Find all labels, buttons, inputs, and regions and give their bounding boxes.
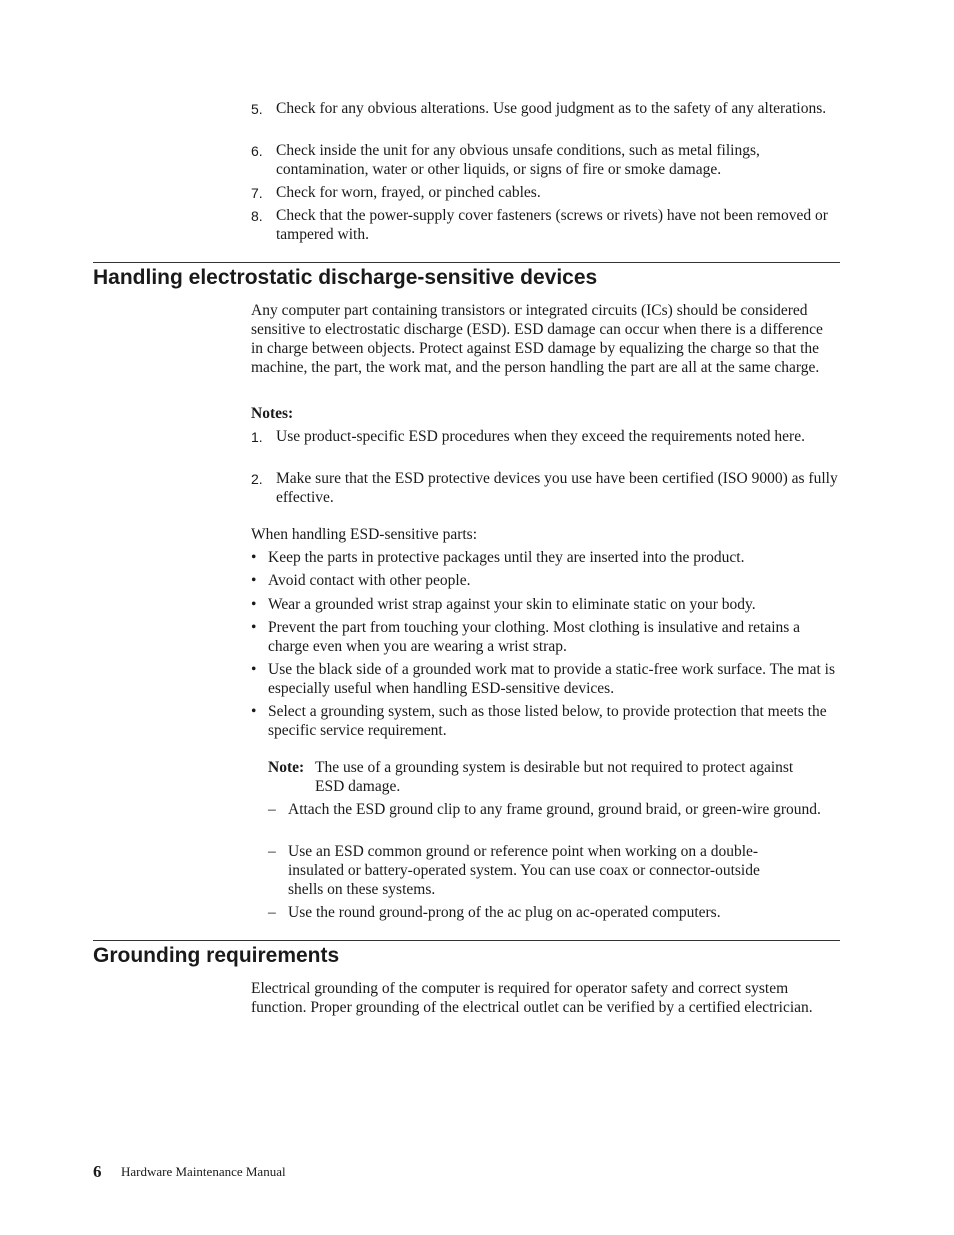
note-body: The use of a grounding system is desirable but not required to protect against ESD damage. [315,759,794,795]
bullet-icon: • [251,661,257,678]
list-text: Check that the power-supply cover fasteners (screws or rivets) have not been removed or tampered with. [276,207,828,243]
bullet-text: Avoid contact with other people. [268,572,471,589]
section-heading: Handling electrostatic discharge-sensitive devices [93,266,598,289]
bullet-text: Prevent the part from touching your clothing. Most clothing is insulative and retains a charge even when you are wearing a wrist strap. [268,619,801,655]
dash-item [268,842,788,899]
dash-text: Use the round ground-prong of the ac plug on ac-operated computers. [288,904,721,921]
bullet-item [251,660,841,698]
bullet-text: Use the black side of a grounded work mat to provide a static-free work surface. The mat is especially useful when handling ESD-sensitive devices. [268,661,835,697]
bullet-text: Wear a grounded wrist strap against your skin to eliminate static on your body. [268,596,756,613]
intro-paragraph: Any computer part containing transistors or integrated circuits (ICs) should be considered sensitive to electrostatic discharge (ESD). ESD damage can occur when there is a difference in charge between objects. Protect against ESD damage by equalizing the charge so that the machine, the part, the work mat, and the person handling the part are all at the same charge. [251,302,823,376]
bullet-item [251,595,841,614]
list-text: Check for worn, frayed, or pinched cables. [276,184,541,201]
list-item [251,206,841,244]
grounding-paragraph: Electrical grounding of the computer is required for operator safety and correct system function. Proper grounding of the electrical outlet can be verified by a certified electrician. [251,980,813,1016]
bullet-text: Keep the parts in protective packages until they are inserted into the product. [268,549,745,566]
list-number: 7. [251,185,263,201]
list-number: 8. [251,208,263,224]
bullet-item [251,548,841,567]
dash-item [268,800,841,819]
dash-text: Attach the ESD ground clip to any frame ground, ground braid, or green-wire ground. [288,801,821,818]
section-divider [93,262,840,263]
bullet-item [251,618,841,656]
list-number: 6. [251,143,263,159]
list-item [251,141,841,179]
footer-title: Hardware Maintenance Manual [121,1164,286,1179]
list-text: Check for any obvious alterations. Use good judgment as to the safety of any alterations. [276,100,827,117]
note-number: 2. [251,471,263,487]
section-divider [93,940,840,941]
note-item [251,427,841,447]
dash-icon: – [268,843,276,860]
handling-intro: When handling ESD-sensitive parts: [251,526,477,543]
list-item [251,99,841,119]
notes-label: Notes: [251,405,294,422]
dash-icon: – [268,801,276,818]
dash-item [268,903,841,922]
list-item [251,183,841,203]
page-number: 6 [93,1162,102,1181]
bullet-item [251,702,841,740]
bullet-icon: • [251,596,257,613]
bullet-icon: • [251,619,257,636]
note-label: Note: [268,759,305,776]
bullet-text: Select a grounding system, such as those listed below, to provide protection that meets the specific service requirement. [268,703,827,739]
grounding-note [268,758,818,796]
list-number: 5. [251,101,263,117]
note-item [251,469,841,507]
note-text: Make sure that the ESD protective devices you use have been certified (ISO 9000) as fully effective. [276,470,838,506]
section-heading: Grounding requirements [93,944,340,967]
bullet-item [251,571,841,590]
bullet-icon: • [251,549,257,566]
list-text: Check inside the unit for any obvious unsafe conditions, such as metal filings, contamination, water or other liquids, or signs of fire or smoke damage. [276,142,760,178]
bullet-icon: • [251,703,257,720]
note-number: 1. [251,429,263,445]
dash-icon: – [268,904,276,921]
dash-text: Use an ESD common ground or reference point when working on a double-insulated or battery-operated system. You can use coax or connector-outside shells on these systems. [288,843,760,898]
note-text: Use product-specific ESD procedures when they exceed the requirements noted here. [276,428,805,445]
bullet-icon: • [251,572,257,589]
